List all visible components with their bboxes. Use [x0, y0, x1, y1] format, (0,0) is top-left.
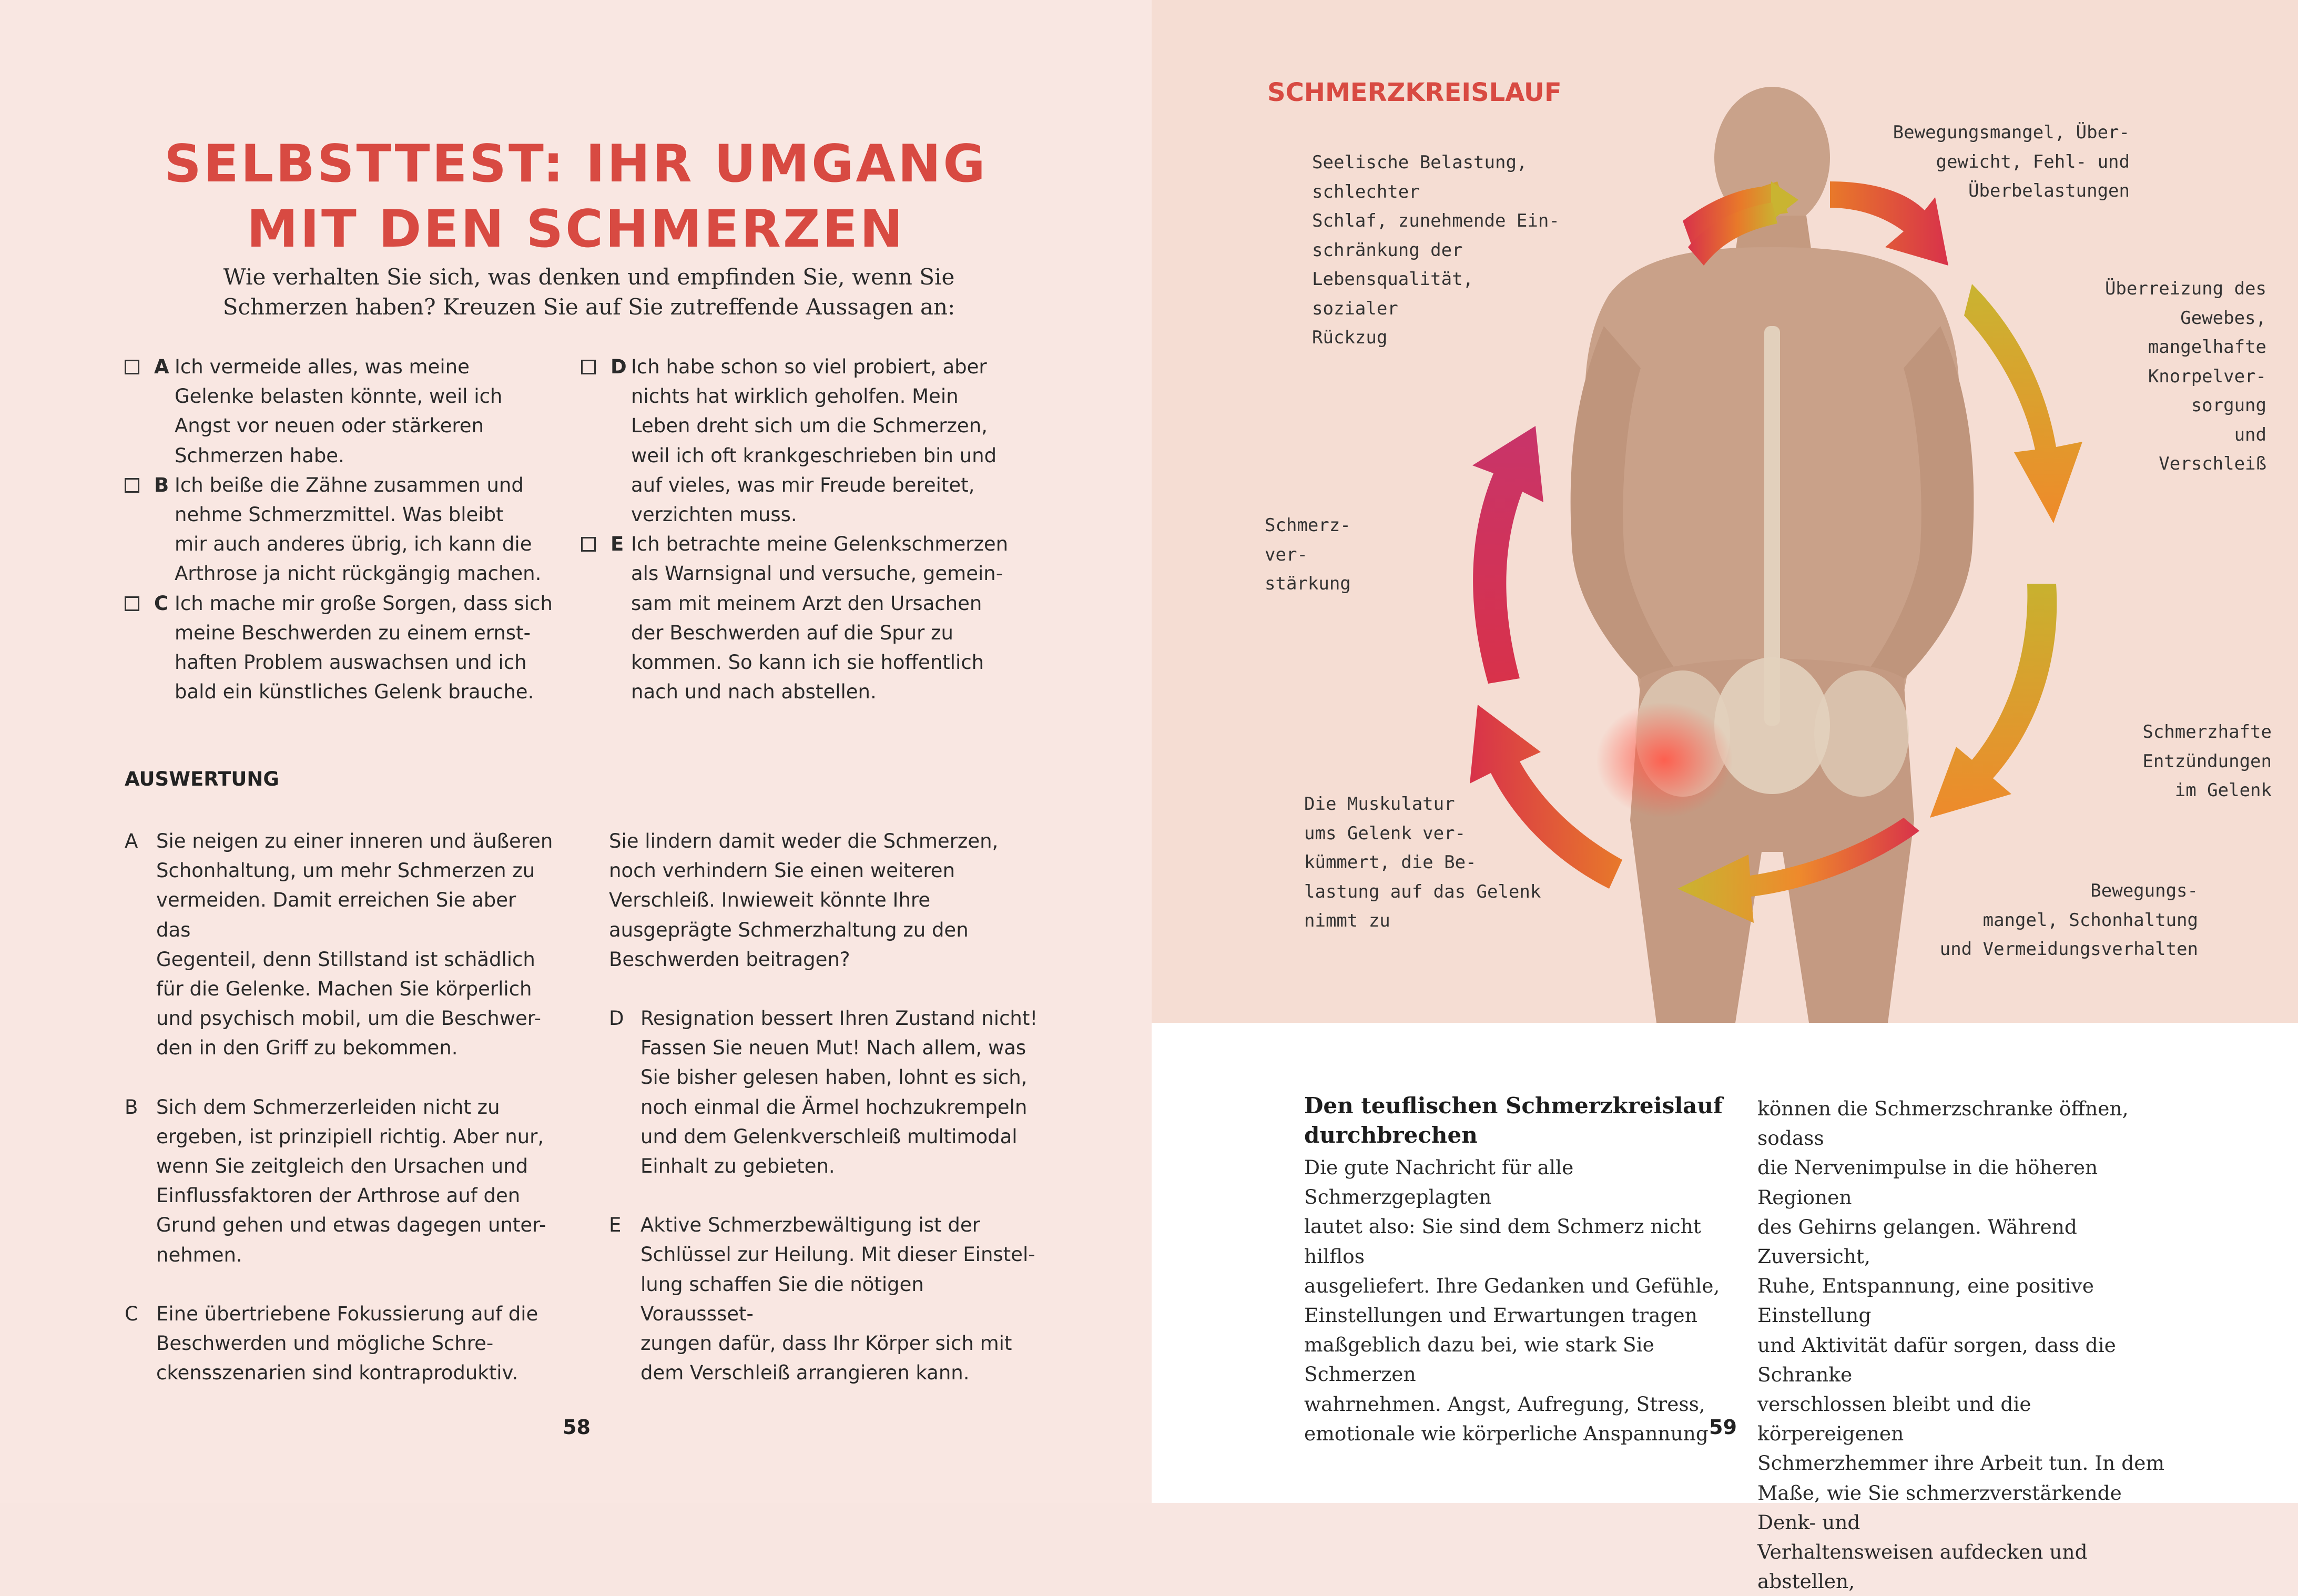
question-line: als Warnsignal und versuche, gemein-: [631, 562, 1003, 585]
article-line: können die Schmerzschranke öffnen, sodass: [1757, 1097, 2129, 1150]
evaluation-item-c: [125, 1299, 556, 1388]
cycle-label-line: und Vermeidungsverhalten: [1939, 939, 2198, 960]
evaluation-letter: D: [609, 1007, 624, 1030]
question-line: verzichten muss.: [631, 503, 797, 526]
cycle-label-2: [2046, 275, 2266, 479]
cycle-label-line: Lebensqualität,: [1312, 269, 1474, 290]
cycle-label-line: sozialer: [1312, 298, 1398, 319]
evaluation-item-e: [609, 1211, 1040, 1388]
evaluation-line: Grund gehen und etwas dagegen unter-: [156, 1214, 546, 1237]
question-item-a: [125, 352, 556, 471]
intro-line: Schmerzen haben? Kreuzen Sie auf Sie zutreffende Aussagen an:: [222, 294, 955, 320]
evaluation-line: ausgeprägte Schmerzhaltung zu den: [609, 918, 969, 941]
page-title: [0, 131, 1152, 262]
cycle-label-line: mangelhafte: [2148, 337, 2266, 358]
article-line: Maße, wie Sie schmerzverstärkende Denk- und: [1757, 1481, 2122, 1534]
question-letter: A: [154, 355, 169, 378]
question-line: nehme Schmerzmittel. Was bleibt: [175, 503, 504, 526]
cycle-label-line: ums Gelenk ver-: [1304, 822, 1466, 844]
evaluation-line: Beschwerden und mögliche Schre-: [156, 1332, 494, 1355]
evaluation-line: noch einmal die Ärmel hochzukrempeln: [640, 1095, 1028, 1119]
article-heading-line: Den teuflischen Schmerzkreislauf: [1304, 1093, 1723, 1119]
evaluation-line: Sie neigen zu einer inneren und äußeren: [156, 830, 553, 852]
article-line: Einstellungen und Erwartungen tragen: [1304, 1304, 1697, 1327]
cycle-label-line: Schmerzhafte: [2142, 721, 2272, 743]
evaluation-line: noch verhindern Sie einen weiteren: [609, 859, 955, 882]
cycle-label-5: [1304, 790, 1599, 936]
title-line-1: SELBSTTEST: IHR UMGANG: [164, 134, 988, 194]
question-line: meine Beschwerden zu einem ernst-: [175, 621, 531, 644]
cycle-label-line: Bewegungs-: [2090, 880, 2198, 901]
cycle-label-7: [1312, 148, 1638, 353]
checkbox[interactable]: [581, 537, 596, 552]
question-line: kommen. So kann ich sie hoffentlich: [631, 651, 984, 674]
evaluation-heading: AUSWERTUNG: [125, 768, 279, 790]
question-line: Ich vermeide alles, was meine: [175, 355, 470, 378]
question-line: Ich beiße die Zähne zusammen und: [175, 473, 524, 496]
evaluation-line: Sie lindern damit weder die Schmerzen,: [609, 830, 999, 852]
question-line: Angst vor neuen oder stärkeren: [175, 414, 484, 438]
question-line: der Beschwerden auf die Spur zu: [631, 621, 953, 644]
page-number: 59: [1709, 1416, 1737, 1439]
question-item-e: [581, 530, 1012, 707]
evaluation-line: und dem Gelenkverschleiß multimodal: [640, 1125, 1018, 1148]
evaluation-line: dem Verschleiß arrangieren kann.: [640, 1361, 970, 1385]
evaluation-line: lung schaffen Sie die nötigen Voraussset-: [640, 1273, 924, 1325]
evaluation-line: wenn Sie zeitgleich den Ursachen und: [156, 1155, 528, 1178]
evaluation-line: für die Gelenke. Machen Sie körperlich: [156, 978, 532, 1001]
article-line: Ruhe, Entspannung, eine positive Einstellung: [1757, 1274, 2094, 1327]
cycle-label-line: Seelische Belastung, schlechter: [1312, 152, 1528, 202]
evaluation-line: Aktive Schmerzbewältigung ist der: [640, 1214, 980, 1237]
question-item-b: [125, 471, 556, 589]
question-line: bald ein künstliches Gelenk brauche.: [175, 680, 534, 704]
question-line: nichts hat wirklich geholfen. Mein: [631, 385, 959, 408]
evaluation-letter: A: [125, 830, 138, 852]
question-line: Ich habe schon so viel probiert, aber: [631, 355, 987, 378]
question-line: Schmerzen habe.: [175, 444, 344, 467]
hip-pain-highlight: [1596, 702, 1733, 818]
question-line: Ich betrachte meine Gelenkschmerzen: [631, 533, 1009, 556]
article-line: Schmerzhemmer ihre Arbeit tun. In dem: [1757, 1451, 2165, 1475]
question-line: Arthrose ja nicht rückgängig machen.: [175, 562, 542, 585]
right-page: [1152, 0, 2298, 1593]
evaluation-letter: B: [125, 1095, 138, 1119]
question-line: Gelenke belasten könnte, weil ich: [175, 385, 503, 408]
question-column-left: [125, 352, 556, 707]
evaluation-continuation: [609, 827, 1040, 974]
question-letter: B: [154, 473, 169, 496]
question-letter: C: [154, 592, 169, 615]
article-line: die Nervenimpulse in die höheren Regionen: [1757, 1156, 2098, 1209]
question-item-d: [581, 352, 1012, 530]
cycle-label-line: Überreizung des: [2104, 278, 2266, 299]
evaluation-item-d: [609, 1004, 1040, 1181]
question-line: sam mit meinem Arzt den Ursachen: [631, 592, 982, 615]
evaluation-column-right: [609, 827, 1040, 1417]
cycle-label-line: lastung auf das Gelenk: [1304, 881, 1541, 902]
evaluation-line: ergeben, ist prinzipiell richtig. Aber nur,: [156, 1125, 544, 1148]
evaluation-line: Eine übertriebene Fokussierung auf die: [156, 1302, 538, 1325]
arrow-7: [1472, 426, 1543, 684]
article-line: und Aktivität dafür sorgen, dass die Schranke: [1757, 1333, 2116, 1386]
cycle-label-6: [1265, 511, 1401, 599]
cycle-label-line: Verschleiß: [2159, 453, 2266, 474]
question-line: haften Problem auswachsen und ich: [175, 651, 527, 674]
article-line: verschlossen bleibt und die körpereigenen: [1757, 1392, 2031, 1446]
cycle-label-line: mangel, Schonhaltung: [1982, 909, 2198, 931]
evaluation-item-b: [125, 1093, 556, 1270]
article-line: maßgeblich dazu bei, wie stark Sie Schmerzen: [1304, 1333, 1654, 1386]
article-line: des Gehirns gelangen. Während Zuversicht,: [1757, 1215, 2077, 1268]
evaluation-line: Einflussfaktoren der Arthrose auf den: [156, 1184, 521, 1207]
evaluation-line: Beschwerden beitragen?: [609, 948, 850, 971]
cycle-label-line: Schlaf, zunehmende Ein-: [1312, 210, 1560, 231]
figure-title: SCHMERZKREISLAUF: [1267, 78, 1562, 107]
question-item-c: [125, 589, 556, 707]
cycle-label-4: [1783, 877, 2198, 964]
article-heading-line: durchbrechen: [1304, 1122, 1478, 1148]
evaluation-line: Sie bisher gelesen haben, lohnt es sich,: [640, 1066, 1028, 1089]
evaluation-line: zungen dafür, dass Ihr Körper sich mit: [640, 1332, 1012, 1355]
cycle-label-line: Gewebes,: [2180, 307, 2266, 329]
cycle-label-line: im Gelenk: [2174, 780, 2272, 801]
cycle-label-line: sorgung: [2191, 395, 2266, 416]
evaluation-line: Verschleiß. Inwieweit könnte Ihre: [609, 889, 931, 912]
question-letter: D: [611, 355, 627, 378]
checkbox[interactable]: [125, 360, 139, 374]
evaluation-item-a: [125, 827, 556, 1063]
evaluation-line: nehmen.: [156, 1243, 242, 1266]
evaluation-line: Gegenteil, denn Stillstand ist schädlich: [156, 948, 535, 971]
article-line: wahrnehmen. Angst, Aufregung, Stress,: [1304, 1392, 1705, 1416]
cycle-label-line: gewicht, Fehl- und: [1936, 151, 2130, 172]
evaluation-line: Schonhaltung, um mehr Schmerzen zu: [156, 859, 535, 882]
cycle-label-line: schränkung der: [1312, 239, 1463, 261]
evaluation-line: Fassen Sie neuen Mut! Nach allem, was: [640, 1036, 1026, 1060]
title-line-2: MIT DEN SCHMERZEN: [247, 199, 905, 259]
question-line: Ich mache mir große Sorgen, dass sich: [175, 592, 553, 615]
evaluation-line: ckensszenarien sind kontraproduktiv.: [156, 1361, 518, 1385]
cycle-label-3: [2046, 718, 2272, 806]
question-line: Leben dreht sich um die Schmerzen,: [631, 414, 988, 438]
cycle-label-line: Knorpelver-: [2148, 365, 2266, 387]
question-column-right: [581, 352, 1012, 707]
cycle-label-line: Entzündungen: [2142, 750, 2272, 772]
evaluation-line: Resignation bessert Ihren Zustand nicht!: [640, 1007, 1038, 1030]
page-number: 58: [563, 1416, 591, 1439]
question-line: nach und nach abstellen.: [631, 680, 877, 704]
checkbox[interactable]: [581, 360, 596, 374]
article-line: Verhaltensweisen aufdecken und abstellen,: [1757, 1540, 2088, 1593]
evaluation-letter: E: [609, 1214, 622, 1237]
evaluation-column-left: [125, 827, 556, 1417]
article-line: lautet also: Sie sind dem Schmerz nicht hilflos: [1304, 1215, 1701, 1268]
cycle-label-1: [1783, 118, 2130, 206]
cycle-label-line: Überbelastungen: [1968, 180, 2130, 201]
article-line: ausgeliefert. Ihre Gedanken und Gefühle,: [1304, 1274, 1720, 1297]
checkbox[interactable]: [125, 596, 139, 611]
article-line: Die gute Nachricht für alle Schmerzgeplagten: [1304, 1156, 1574, 1209]
question-line: mir auch anderes übrig, ich kann die: [175, 533, 532, 556]
intro-line: Wie verhalten Sie sich, was denken und empfinden Sie, wenn Sie: [223, 264, 955, 290]
checkbox[interactable]: [125, 478, 139, 493]
evaluation-line: Sich dem Schmerzerleiden nicht zu: [156, 1095, 500, 1119]
evaluation-line: den in den Griff zu bekommen.: [156, 1036, 458, 1060]
question-line: weil ich oft krankgeschrieben bin und: [631, 444, 997, 467]
cycle-label-line: Rückzug: [1312, 327, 1388, 348]
evaluation-line: vermeiden. Damit erreichen Sie aber das: [156, 889, 516, 941]
cycle-label-line: ver-: [1265, 544, 1308, 565]
question-line: auf vieles, was mir Freude bereitet,: [631, 473, 975, 496]
evaluation-letter: C: [125, 1302, 138, 1325]
cycle-label-line: nimmt zu: [1304, 910, 1390, 931]
evaluation-line: Schlüssel zur Heilung. Mit dieser Einstel-: [640, 1243, 1035, 1266]
intro-text: [200, 262, 978, 322]
cycle-label-line: und: [2234, 424, 2266, 445]
evaluation-line: und psychisch mobil, um die Beschwer-: [156, 1007, 541, 1030]
cycle-label-line: Bewegungsmangel, Über-: [1893, 122, 2130, 143]
evaluation-line: Einhalt zu gebieten.: [640, 1155, 835, 1178]
article-line: emotionale wie körperliche Anspannung: [1304, 1421, 1709, 1445]
cycle-label-line: kümmert, die Be-: [1304, 852, 1477, 873]
cycle-label-line: Die Muskulatur: [1304, 794, 1455, 815]
question-letter: E: [611, 533, 624, 556]
left-page: [0, 0, 1152, 1503]
cycle-label-line: Schmerz-: [1265, 515, 1351, 536]
article-column-1: [1304, 1153, 1725, 1448]
cycle-label-line: stärkung: [1265, 573, 1351, 594]
article-column-2: [1757, 1094, 2178, 1596]
article-heading: [1304, 1091, 1723, 1150]
